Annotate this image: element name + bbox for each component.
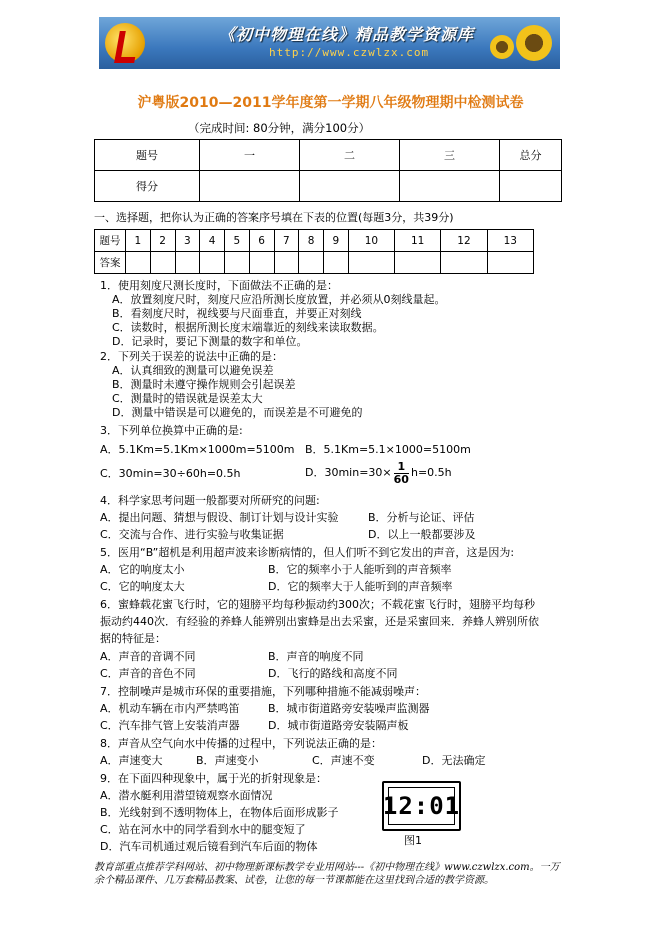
- answer-cell[interactable]: [225, 252, 250, 274]
- figure-caption: 图1: [404, 834, 422, 847]
- sunflower-icon: [516, 25, 552, 61]
- answer-number-row: [95, 230, 534, 252]
- option-1d: D．记录时，要记下测量的数字和单位。: [112, 335, 308, 348]
- option-1b: B．看刻度尺时，视线要与尺面垂直，并要正对刻线: [112, 307, 362, 320]
- question-number: 2: [150, 230, 175, 252]
- option-8d: D．无法确定: [422, 754, 486, 767]
- option-6b: B．声音的响度不同: [268, 650, 364, 663]
- answer-cell[interactable]: [150, 252, 175, 274]
- digital-clock-figure: [382, 781, 461, 831]
- answer-cell[interactable]: [200, 252, 225, 274]
- answer-row-label: 题号: [95, 230, 126, 252]
- option-9d: D．汽车司机通过观后镜看到汽车后面的物体: [100, 840, 318, 853]
- answer-cell[interactable]: [348, 252, 394, 274]
- option-1c: C．读数时，根据所测长度末端靠近的刻线来读取数据。: [112, 321, 384, 334]
- option-8a: A．声速变大: [100, 754, 163, 767]
- score-header-row: [95, 140, 562, 171]
- exam-subtitle: （完成时间: 80分钟，满分100分）: [188, 121, 371, 135]
- answer-cell[interactable]: [274, 252, 299, 274]
- banner-url[interactable]: http://www.czwlzx.com: [269, 46, 430, 59]
- question-number: 11: [395, 230, 441, 252]
- option-4b: B．分析与论证、评估: [368, 511, 475, 524]
- score-header-cell: 一: [200, 140, 300, 171]
- question-4: 4．科学家思考问题一般都要对所研究的问题:: [100, 494, 320, 507]
- option-5b: B．它的频率小于人能听到的声音频率: [268, 563, 452, 576]
- score-header-cell: 总分: [500, 140, 562, 171]
- fraction-denominator: 60: [393, 472, 409, 486]
- option-2a: A．认真细致的测量可以避免误差: [112, 364, 274, 377]
- answer-input-row: [95, 252, 534, 274]
- answer-cell[interactable]: [126, 252, 151, 274]
- answer-table: [94, 229, 534, 274]
- score-cell[interactable]: [500, 171, 562, 202]
- header-banner: [99, 17, 560, 69]
- sunflower-icon: [490, 35, 514, 59]
- option-2c: C．测量时的错误就是误差太大: [112, 392, 263, 405]
- option-4a: A．提出问题、猜想与假设、制订计划与设计实验: [100, 511, 339, 524]
- question-number: 3: [175, 230, 200, 252]
- option-3b: B．5.1Km=5.1×1000=5100m: [305, 443, 471, 456]
- option-1a: A．放置刻度尺时，刻度尺应沿所测长度放置，并必须从0刻线量起。: [112, 293, 446, 306]
- banner-title: 《初中物理在线》精品教学资源库: [219, 25, 475, 44]
- question-2: 2．下列关于误差的说法中正确的是：: [100, 350, 283, 363]
- question-5: 5．医用“B”超机是利用超声波来诊断病情的，但人们听不到它发出的声音，这是因为:: [100, 546, 515, 559]
- answer-cell[interactable]: [395, 252, 441, 274]
- option-6c: C．声音的音色不同: [100, 667, 196, 680]
- answer-cell[interactable]: [441, 252, 487, 274]
- option-2b: B．测量时未遵守操作规则会引起误差: [112, 378, 296, 391]
- option-5d: D．它的频率大于人能听到的声音频率: [268, 580, 453, 593]
- question-number: 12: [441, 230, 487, 252]
- answer-cell[interactable]: [249, 252, 274, 274]
- option-6a: A．声音的音调不同: [100, 650, 196, 663]
- option-5c: C．它的响度太大: [100, 580, 185, 593]
- answer-cell[interactable]: [487, 252, 533, 274]
- option-6d: D．飞行的路线和高度不同: [268, 667, 398, 680]
- question-number: 10: [348, 230, 394, 252]
- question-8: 8．声音从空气向水中传播的过程中，下列说法正确的是：: [100, 737, 382, 750]
- score-cell[interactable]: [300, 171, 400, 202]
- clock-display: 12:01: [388, 787, 455, 825]
- answer-cell[interactable]: [324, 252, 349, 274]
- question-6: 振动约440次．有经验的养蜂人能辨别出蜜蜂是出去采蜜，还是采蜜回来．养蜂人辨别所依: [100, 615, 539, 628]
- question-number: 1: [126, 230, 151, 252]
- page-footer: 教育部重点推荐学科网站、初中物理新课标教学专业用网站---《初中物理在线》www.czwlzx.com。一万余个精品课件、几万套精品教案、试卷，让您的每一节课都能在这里找到合适的教学资源。: [94, 862, 560, 886]
- fraction: [394, 461, 409, 486]
- option-8c: C．声速不变: [312, 754, 375, 767]
- score-cell[interactable]: [400, 171, 500, 202]
- option-3d-suffix: h=0.5h: [410, 466, 452, 479]
- question-number: 8: [299, 230, 324, 252]
- option-9c: C．站在河水中的同学看到水中的腿变短了: [100, 823, 306, 836]
- question-number: 5: [225, 230, 250, 252]
- question-number: 9: [324, 230, 349, 252]
- score-row-label: 得分: [95, 171, 200, 202]
- score-header-cell: 题号: [95, 140, 200, 171]
- option-7a: A．机动车辆在市内严禁鸣笛: [100, 702, 240, 715]
- option-4d: D．以上一般都要涉及: [368, 528, 476, 541]
- option-9b: B．光线射到不透明物体上，在物体后面形成影子: [100, 806, 339, 819]
- option-7c: C．汽车排气管上安装消声器: [100, 719, 240, 732]
- option-8b: B．声速变小: [196, 754, 259, 767]
- score-header-cell: 三: [400, 140, 500, 171]
- question-9: 9．在下面四种现象中，属于光的折射现象是：: [100, 772, 327, 785]
- question-6: 据的特征是：: [100, 632, 166, 645]
- option-4c: C．交流与合作、进行实验与收集证据: [100, 528, 284, 541]
- exam-title: 沪粤版2010—2011学年度第一学期八年级物理期中检测试卷: [137, 95, 524, 111]
- answer-cell[interactable]: [299, 252, 324, 274]
- option-3a: A．5.1Km=5.1Km×1000m=5100m: [100, 443, 295, 456]
- question-7: 7．控制噪声是城市环保的重要措施，下列哪种措施不能减弱噪声：: [100, 685, 426, 698]
- question-3: 3．下列单位换算中正确的是:: [100, 424, 243, 437]
- score-table: [94, 139, 562, 202]
- section-heading: 一、选择题，把你认为正确的答案序号填在下表的位置(每题3分，共39分): [94, 211, 454, 224]
- site-logo: [105, 23, 145, 63]
- question-number: 7: [274, 230, 299, 252]
- question-number: 13: [487, 230, 533, 252]
- question-number: 6: [249, 230, 274, 252]
- answer-cell[interactable]: [175, 252, 200, 274]
- option-7b: B．城市街道路旁安装噪声监测器: [268, 702, 430, 715]
- score-value-row: [95, 171, 562, 202]
- option-5a: A．它的响度太小: [100, 563, 185, 576]
- score-header-cell: 二: [300, 140, 400, 171]
- option-3d: [305, 459, 452, 487]
- answer-row-label: 答案: [95, 252, 126, 274]
- question-6: 6．蜜蜂载花蜜飞行时，它的翅膀平均每秒振动约300次；不载花蜜飞行时，翅膀平均每秒: [100, 598, 535, 611]
- option-3c: C．30min=30÷60h=0.5h: [100, 467, 241, 480]
- fraction-numerator: 1: [394, 461, 409, 474]
- option-2d: D．测量中错误是可以避免的，而误差是不可避免的: [112, 406, 363, 419]
- option-3d-prefix: D．30min=30×: [305, 466, 392, 479]
- option-9a: A．潜水艇利用潜望镜观察水面情况: [100, 789, 273, 802]
- option-7d: D．城市街道路旁安装隔声板: [268, 719, 409, 732]
- question-1: 1．使用刻度尺测长度时，下面做法不正确的是：: [100, 279, 338, 292]
- question-number: 4: [200, 230, 225, 252]
- score-cell[interactable]: [200, 171, 300, 202]
